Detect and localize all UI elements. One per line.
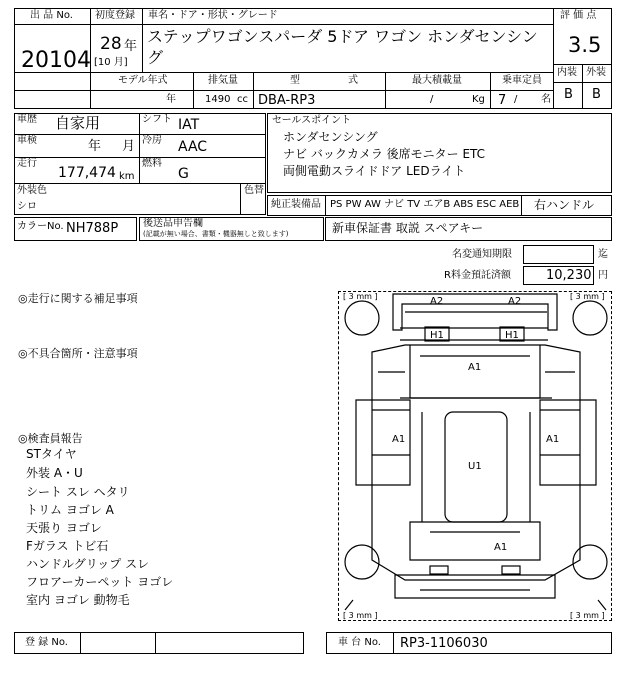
driving-remarks-label: ◎走行に関する補足事項 <box>18 292 138 305</box>
max-load-unit: Kg <box>472 94 485 105</box>
fuel: G <box>178 166 189 182</box>
svg-text:[ 3 mm ]: [ 3 mm ] <box>570 611 605 620</box>
first-reg-month: [10 月] <box>94 57 128 68</box>
displacement-unit: cc <box>237 94 248 105</box>
inspection-year-unit: 年 <box>88 139 102 154</box>
mileage-unit: km <box>119 171 135 182</box>
name-change-label: 名変通知期限 <box>452 249 512 260</box>
fuel-label: 燃料 <box>142 158 162 169</box>
mark-hatch-right: H1 <box>505 330 519 341</box>
mark-rear-roof: A1 <box>468 362 482 373</box>
car-name: ステップワゴンスパーダ 5ドア ワゴン ホンダセンシン <box>147 27 538 46</box>
tire-rear-left <box>345 301 379 335</box>
recycle-value: 10,230 <box>546 268 592 283</box>
inspector-line: Fガラス トビ石 <box>26 539 109 553</box>
model-year-unit: 年 <box>166 94 176 105</box>
chassis-no-label: 車 台 No. <box>338 637 381 648</box>
exterior-grade: B <box>592 87 601 102</box>
steering: 右ハンドル <box>534 198 595 212</box>
svg-text:[ 3 mm ]: [ 3 mm ] <box>343 292 378 301</box>
sales-points-label: セールスポイント <box>272 115 352 126</box>
warranty: 新車保証書 取説 スペアキー <box>332 221 484 235</box>
displacement-label: 排気量 <box>208 75 238 86</box>
front-bumper <box>395 575 555 598</box>
shift-label: シフト <box>142 114 172 125</box>
mark-hatch-left: H1 <box>430 330 444 341</box>
inspector-line: STタイヤ <box>26 447 77 461</box>
tire-front-left <box>345 545 379 579</box>
chassis-no: RP3-1106030 <box>400 636 488 651</box>
inspector-line: トリム ヨゴレ A <box>26 503 114 517</box>
svg-text:[ 3 mm ]: [ 3 mm ] <box>343 611 378 620</box>
history-label: 車歴 <box>17 114 37 125</box>
model-year-label: モデル年式 <box>118 75 168 86</box>
inspector-line: 外装 A・U <box>26 466 83 480</box>
model-label2: 式 <box>348 75 358 86</box>
model-label: 型 <box>290 75 300 86</box>
max-load-label: 最大積載量 <box>412 75 462 86</box>
inspector-line: ハンドルグリップ スレ <box>26 557 150 571</box>
mark-hood: A1 <box>494 542 508 553</box>
svg-text:[ 3 mm ]: [ 3 mm ] <box>570 292 605 301</box>
reg-no-label: 登 録 No. <box>25 637 68 648</box>
sales-point-line: ホンダセンシング <box>283 130 378 144</box>
color-change-label: 色替 <box>244 185 264 196</box>
tire-front-right <box>573 545 607 579</box>
first-reg-year-unit: 年 <box>124 39 138 54</box>
mark-rear-left: A2 <box>430 296 444 307</box>
lot-no: 20104 <box>21 48 91 73</box>
inspection-label: 車検 <box>17 135 37 146</box>
max-load-slash: / <box>430 94 434 105</box>
color-no-label: カラーNo. <box>17 221 64 232</box>
exterior-label: 外装 <box>586 67 606 78</box>
mark-roof: U1 <box>468 461 482 472</box>
tire-label: 3 <box>348 292 354 301</box>
name-change-unit: 迄 <box>598 249 608 260</box>
score: 3.5 <box>568 33 602 57</box>
interior-label: 内装 <box>557 67 577 78</box>
post-doc-note: (記載が無い場合、書類・機器無しと致します) <box>143 230 289 238</box>
capacity: 7 <box>498 93 507 108</box>
model: DBA-RP3 <box>258 93 316 108</box>
mileage: 177,474 <box>58 165 116 181</box>
capacity-slash: / <box>514 94 518 105</box>
sales-point-line: 両側電動スライドドア LEDライト <box>283 164 466 178</box>
recycle-unit: 円 <box>598 270 608 281</box>
inspector-remarks-label: ◎検査員報告 <box>18 432 83 445</box>
inspection-month-unit: 月 <box>122 139 136 154</box>
aircon-label: 冷房 <box>142 135 162 146</box>
interior-grade: B <box>564 87 573 102</box>
post-doc-label: 後送品申告欄 <box>143 218 203 229</box>
car-name-cont: グ <box>147 48 164 67</box>
mileage-label: 走行 <box>17 158 37 169</box>
equipment-label: 純正装備品 <box>271 199 321 210</box>
inspector-line: 室内 ヨゴレ 動物毛 <box>26 593 130 607</box>
defects-remarks-label: ◎不具合箇所・注意事項 <box>18 347 138 360</box>
mark-left-side: A1 <box>392 434 406 445</box>
lot-no-label: 出 品 No. <box>30 10 73 21</box>
exterior-color-label: 外装色 <box>17 185 47 196</box>
equipment-items: PS PW AW ナビ TV エアB ABS ESC AEB <box>330 199 520 210</box>
capacity-label: 乗車定員 <box>502 75 542 86</box>
history: 自家用 <box>55 114 101 132</box>
tire-rear-right <box>573 301 607 335</box>
capacity-unit: 名 <box>541 94 551 105</box>
recycle-label: R料金預託済额 <box>444 270 511 281</box>
sales-point-line: ナビ バックカメラ 後席モニター ETC <box>283 147 486 161</box>
first-reg-label: 初度登録 <box>95 10 135 21</box>
color-no: NH788P <box>66 221 119 236</box>
score-label: 評 価 点 <box>560 10 597 21</box>
mark-right-side: A1 <box>546 434 560 445</box>
car-name-label: 車名・ドア・形状・グレード <box>148 10 278 21</box>
rear-hatch <box>400 328 548 340</box>
shift: IAT <box>178 117 200 133</box>
displacement: 1490 <box>205 94 231 105</box>
inspector-line: 天張り ヨゴレ <box>26 521 102 535</box>
mark-rear-right: A2 <box>508 296 522 307</box>
inspector-line: シート スレ ヘタリ <box>26 485 130 499</box>
inspector-line: フロアーカーペット ヨゴレ <box>26 575 174 589</box>
aircon: AAC <box>178 139 208 155</box>
exterior-color: シロ <box>17 201 37 212</box>
first-reg-year: 28 <box>100 34 122 54</box>
